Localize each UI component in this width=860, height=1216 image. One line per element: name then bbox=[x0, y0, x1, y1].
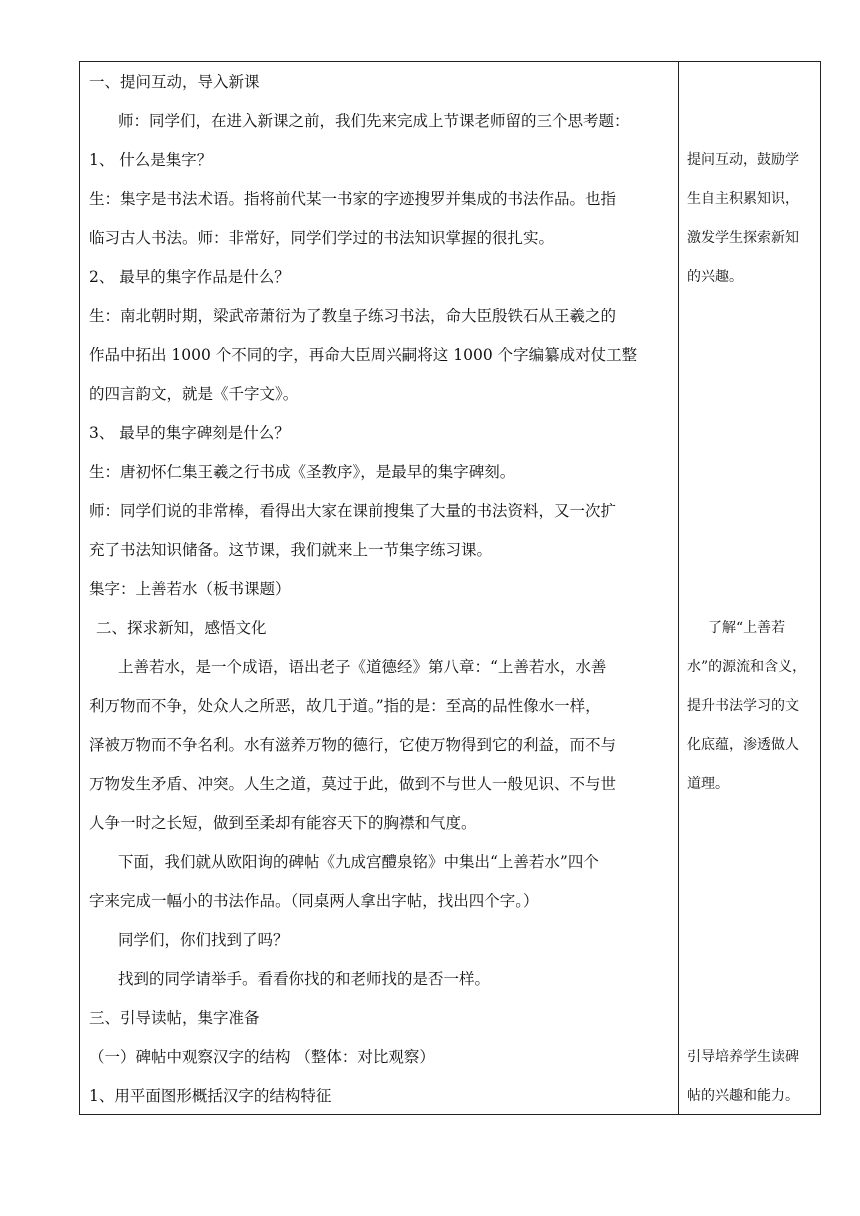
main-line: 师：同学们，在进入新课之前，我们先来完成上节课老师留的三个思考题： bbox=[118, 112, 630, 130]
section-heading-1: 一、提问互动，导入新课 bbox=[89, 73, 260, 91]
main-line: 字来完成一幅小的书法作品。（同桌两人拿出字帖，找出四个字。） bbox=[89, 892, 539, 910]
section-heading-3: 三、引导读帖，集字准备 bbox=[89, 1009, 260, 1027]
main-line: 利万物而不争，处众人之所恶，故几于道。”指的是：至高的品性像水一样， bbox=[89, 697, 601, 715]
side-note-line: 道理。 bbox=[687, 776, 729, 792]
main-line: 1、用平面图形概括汉字的结构特征 bbox=[89, 1087, 332, 1105]
main-line: 下面，我们就从欧阳询的碑帖《九成宫醴泉铭》中集出“上善若水”四个 bbox=[118, 853, 599, 871]
section-heading-2: 二、探求新知，感悟文化 bbox=[96, 619, 267, 637]
main-line: 作品中拓出 1000 个不同的字，再命大臣周兴嗣将这 1000 个字编纂成对仗工整 bbox=[89, 346, 638, 364]
side-note-line: 提升书法学习的文 bbox=[687, 698, 799, 714]
subsection-heading: （一）碑帖中观察汉字的结构 （整体：对比观察） bbox=[89, 1048, 435, 1066]
main-line: 临习古人书法。师：非常好，同学们学过的书法知识掌握的很扎实。 bbox=[89, 229, 555, 247]
side-note-line: 引导培养学生读碑 bbox=[687, 1049, 799, 1065]
main-line: 人争一时之长短，做到至柔却有能容天下的胸襟和气度。 bbox=[89, 814, 477, 832]
question-1: 1、 什么是集字？ bbox=[89, 151, 213, 169]
main-line: 充了书法知识储备。这节课，我们就来上一节集字练习课。 bbox=[89, 541, 493, 559]
main-line: 万物发生矛盾、冲突。人生之道，莫过于此，做到不与世人一般见识、不与世 bbox=[89, 775, 617, 793]
main-line: 生：唐初怀仁集王羲之行书成《圣教序》，是最早的集字碑刻。 bbox=[89, 463, 516, 481]
main-line: 上善若水，是一个成语，语出老子《道德经》第八章：“上善若水，水善 bbox=[118, 658, 607, 676]
side-note-line: 化底蕴，渗透做人 bbox=[687, 737, 799, 753]
main-line: 找到的同学请举手。看看你找的和老师找的是否一样。 bbox=[118, 970, 491, 988]
column-divider bbox=[678, 62, 679, 1114]
question-3: 3、 最早的集字碑刻是什么？ bbox=[89, 424, 290, 442]
main-line: 师：同学们说的非常棒，看得出大家在课前搜集了大量的书法资料，又一次扩 bbox=[89, 502, 617, 520]
question-2: 2、 最早的集字作品是什么？ bbox=[89, 268, 290, 286]
side-note-line: 水”的源流和含义， bbox=[687, 659, 807, 675]
side-note-line: 激发学生探索新知 bbox=[687, 230, 799, 246]
main-line: 生：南北朝时期，梁武帝萧衍为了教皇子练习书法，命大臣殷铁石从王羲之的 bbox=[89, 307, 617, 325]
side-note-line: 帖的兴趣和能力。 bbox=[687, 1088, 799, 1104]
side-note-line: 的兴趣。 bbox=[687, 269, 743, 285]
main-line: 的四言韵文，就是《千字文》。 bbox=[89, 385, 299, 403]
main-line: 泽被万物而不争名利。水有滋养万物的德行，它使万物得到它的利益，而不与 bbox=[89, 736, 617, 754]
main-line: 生：集字是书法术语。指将前代某一书家的字迹搜罗并集成的书法作品。也指 bbox=[89, 190, 617, 208]
lesson-topic: 集字：上善若水（板书课题） bbox=[89, 580, 291, 598]
side-note-line: 了解“上善若 bbox=[708, 620, 786, 636]
side-note-line: 提问互动，鼓励学 bbox=[687, 152, 799, 168]
main-line: 同学们，你们找到了吗？ bbox=[118, 931, 289, 949]
side-note-line: 生自主积累知识， bbox=[687, 191, 799, 207]
